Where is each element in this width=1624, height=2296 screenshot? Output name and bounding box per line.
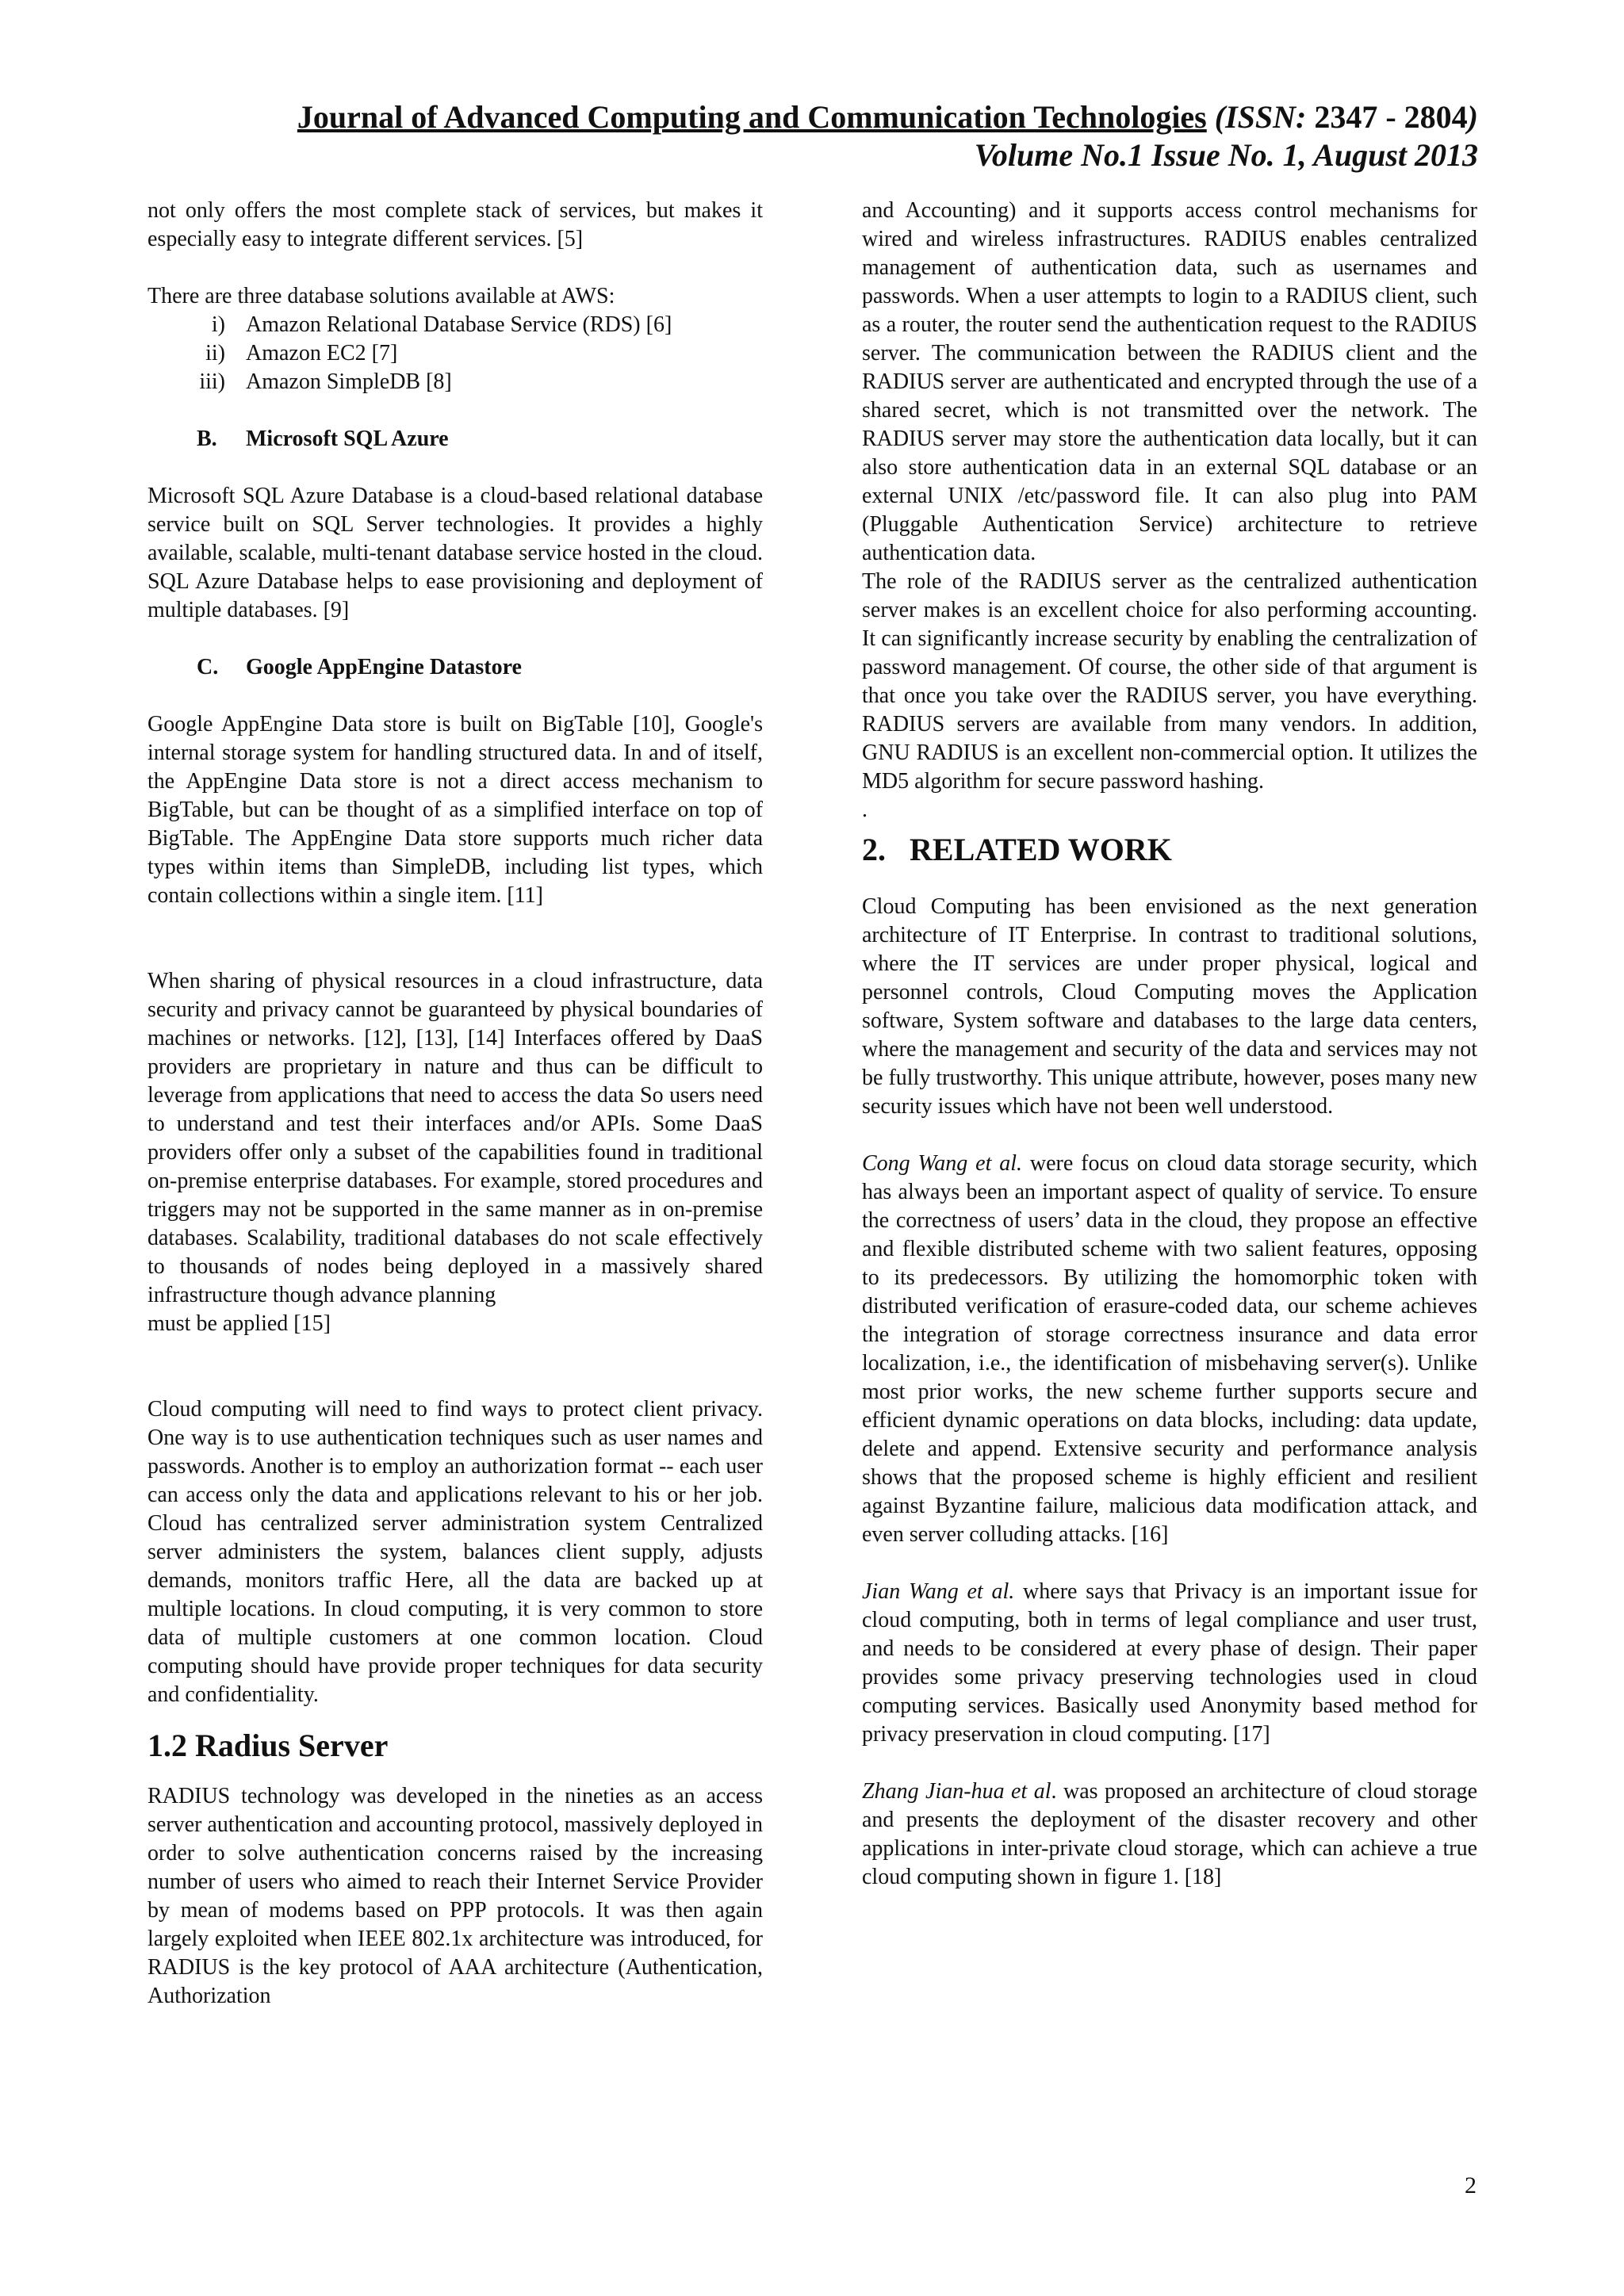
header-line-1 bbox=[114, 98, 1478, 136]
aws-database-list bbox=[147, 311, 763, 396]
journal-title: Journal of Advanced Computing and Communication Technologies bbox=[297, 99, 1207, 135]
section-heading-related-work: 2. RELATED WORK bbox=[862, 832, 1172, 867]
running-header bbox=[114, 98, 1478, 174]
right-paragraph-5: Jian Wang et al. where says that Privacy is an important issue for cloud computing, both in terms of legal compliance and user trust, and needs to be considered at every phase of design. Their paper provides some privacy preserving technologies used in cloud computing services. Basically used Anonymity based method for privacy preservation in cloud computing. [17] bbox=[862, 1579, 1478, 1747]
right-paragraph-4: Cong Wang et al. were focus on cloud data storage security, which has always been an important aspect of quality of service. To ensure the correctness of users’ data in the cloud, they propose an effective and flexible distributed scheme with two salient features, opposing to its predecessors. By utilizing the homomorphic token with distributed verification of erasure-coded data, our scheme achieves the integration of storage correctness insurance and data error localization, i.e., the identification of misbehaving server(s). Unlike most prior works, the new scheme further supports secure and efficient dynamic operations on data blocks, including: data update, delete and append. Extensive security and performance analysis shows that the proposed scheme is highly efficient and resilient against Byzantine failure, malicious data modification attack, and even server colluding attacks. [16] bbox=[862, 1151, 1477, 1547]
left-paragraph-1: not only offers the most complete stack of services, but makes it especially easy to integrate different services. [5] bbox=[147, 198, 763, 251]
stray-dot: . bbox=[862, 798, 868, 822]
issn-label: (ISSN: bbox=[1214, 99, 1307, 135]
left-paragraph-5-end: must be applied [15] bbox=[147, 1311, 331, 1336]
left-paragraph-2: There are three database solutions available at AWS: bbox=[147, 284, 615, 308]
left-paragraph-5: When sharing of physical resources in a cloud infrastructure, data security and privacy cannot be guaranteed by physical boundaries of machines or networks. [12], [13], [14] Interfaces offered by DaaS providers are proprietary in nature and thus can be difficult to leverage from applications that need to access the data So users need to understand and test their interfaces and/or APIs. Some DaaS providers offer only a subset of the capabilities found in traditional on-premise enterprise databases. For example, stored procedures and triggers may not be supported in the same manner as in on-premise databases. Scalability, traditional databases do not scale effectively to thousands of nodes being deployed in a massively shared infrastructure though advance planning bbox=[147, 969, 763, 1307]
volume-line: Volume No.1 Issue No. 1, August 2013 bbox=[974, 137, 1478, 173]
subsection-heading-c: C. Google AppEngine Datastore bbox=[197, 655, 522, 679]
right-paragraph-1: and Accounting) and it supports access control mechanisms for wired and wireless infrastructures. RADIUS enables centralized management of authentication data, such as usernames and passwords. When a user attempts to login to a RADIUS client, such as a router, the router send the authentication request to the RADIUS server. The communication between the RADIUS client and the RADIUS server are authenticated and encrypted through the use of a shared secret, which is not transmitted over the network. The RADIUS server may store the authentication data locally, but it can also store authentication data in an external SQL database or an external UNIX /etc/password file. It can also plug into PAM (Pluggable Authentication Service) architecture to retrieve authentication data. bbox=[862, 198, 1477, 565]
list-item: ii) Amazon EC2 [7] bbox=[205, 341, 398, 365]
list-item: iii) Amazon SimpleDB [8] bbox=[199, 369, 452, 394]
issn-close: ) bbox=[1467, 99, 1478, 135]
left-paragraph-7: RADIUS technology was developed in the nineties as an access server authentication and accounting protocol, massively deployed in order to solve authentication concerns raised by the increasing number of users who aimed to reach their Internet Service Provider by mean of modems based on PPP protocols. It was then again largely exploited when IEEE 802.1x architecture was introduced, for RADIUS is the key protocol of AAA architecture (Authentication, Authorization bbox=[147, 1784, 763, 2008]
left-paragraph-4: Google AppEngine Data store is built on BigTable [10], Google's internal storage system for handling structured data. In and of itself, the AppEngine Data store is not a direct access mechanism to BigTable, but can be thought of as a simplified interface on top of BigTable. The AppEngine Data store supports much richer data types within items than SimpleDB, including list types, which contain collections within a single item. [11] bbox=[147, 712, 763, 908]
right-paragraph-6: Zhang Jian-hua et al. was proposed an architecture of cloud storage and presents the deployment of the disaster recovery and other applications in inter-private cloud storage, which can achieve a true cloud computing shown in figure 1. [18] bbox=[862, 1779, 1477, 1889]
right-paragraph-3: Cloud Computing has been envisioned as the next generation architecture of IT Enterprise. In contrast to traditional solutions, where the IT services are under proper physical, logical and personnel controls, Cloud Computing moves the Application software, System software and databases to the large data centers, where the management and security of the data and services may not be fully trustworthy. This unique attribute, however, poses many new security issues which have not been well understood. bbox=[862, 894, 1477, 1119]
page-number: 2 bbox=[1465, 2172, 1477, 2198]
issn-number: 2347 - 2804 bbox=[1314, 99, 1468, 135]
right-paragraph-2: The role of the RADIUS server as the centralized authentication server makes is an excellent choice for also performing accounting. It can significantly increase security by enabling the centralization of password management. Of course, the other side of that argument is that once you take over the RADIUS server, you have everything. RADIUS servers are available from many vendors. In addition, GNU RADIUS is an excellent non-commercial option. It utilizes the MD5 algorithm for secure password hashing. bbox=[862, 569, 1477, 794]
left-column bbox=[147, 197, 763, 2011]
list-item: i) Amazon Relational Database Service (RDS) [6] bbox=[211, 312, 672, 337]
right-column bbox=[862, 197, 1477, 1892]
left-paragraph-3: Microsoft SQL Azure Database is a cloud-based relational database service built on SQL Server technologies. It provides a highly available, scalable, multi-tenant database service hosted in the cloud. SQL Azure Database helps to ease provisioning and deployment of multiple databases. [9] bbox=[147, 484, 763, 622]
left-paragraph-6: Cloud computing will need to find ways to protect client privacy. One way is to use authentication techniques such as user names and passwords. Another is to employ an authorization format -- each user can access only the data and applications relevant to his or her job. Cloud has centralized server administration system Centralized server administers the system, balances client supply, adjusts demands, monitors traffic Here, all the data are backed up at multiple locations. In cloud computing, it is very common to store data of multiple customers at one common location. Cloud computing should have provide proper techniques for data security and confidentiality. bbox=[147, 1397, 763, 1707]
section-heading-radius: 1.2 Radius Server bbox=[147, 1728, 389, 1763]
subsection-heading-b: B. Microsoft SQL Azure bbox=[197, 427, 449, 451]
